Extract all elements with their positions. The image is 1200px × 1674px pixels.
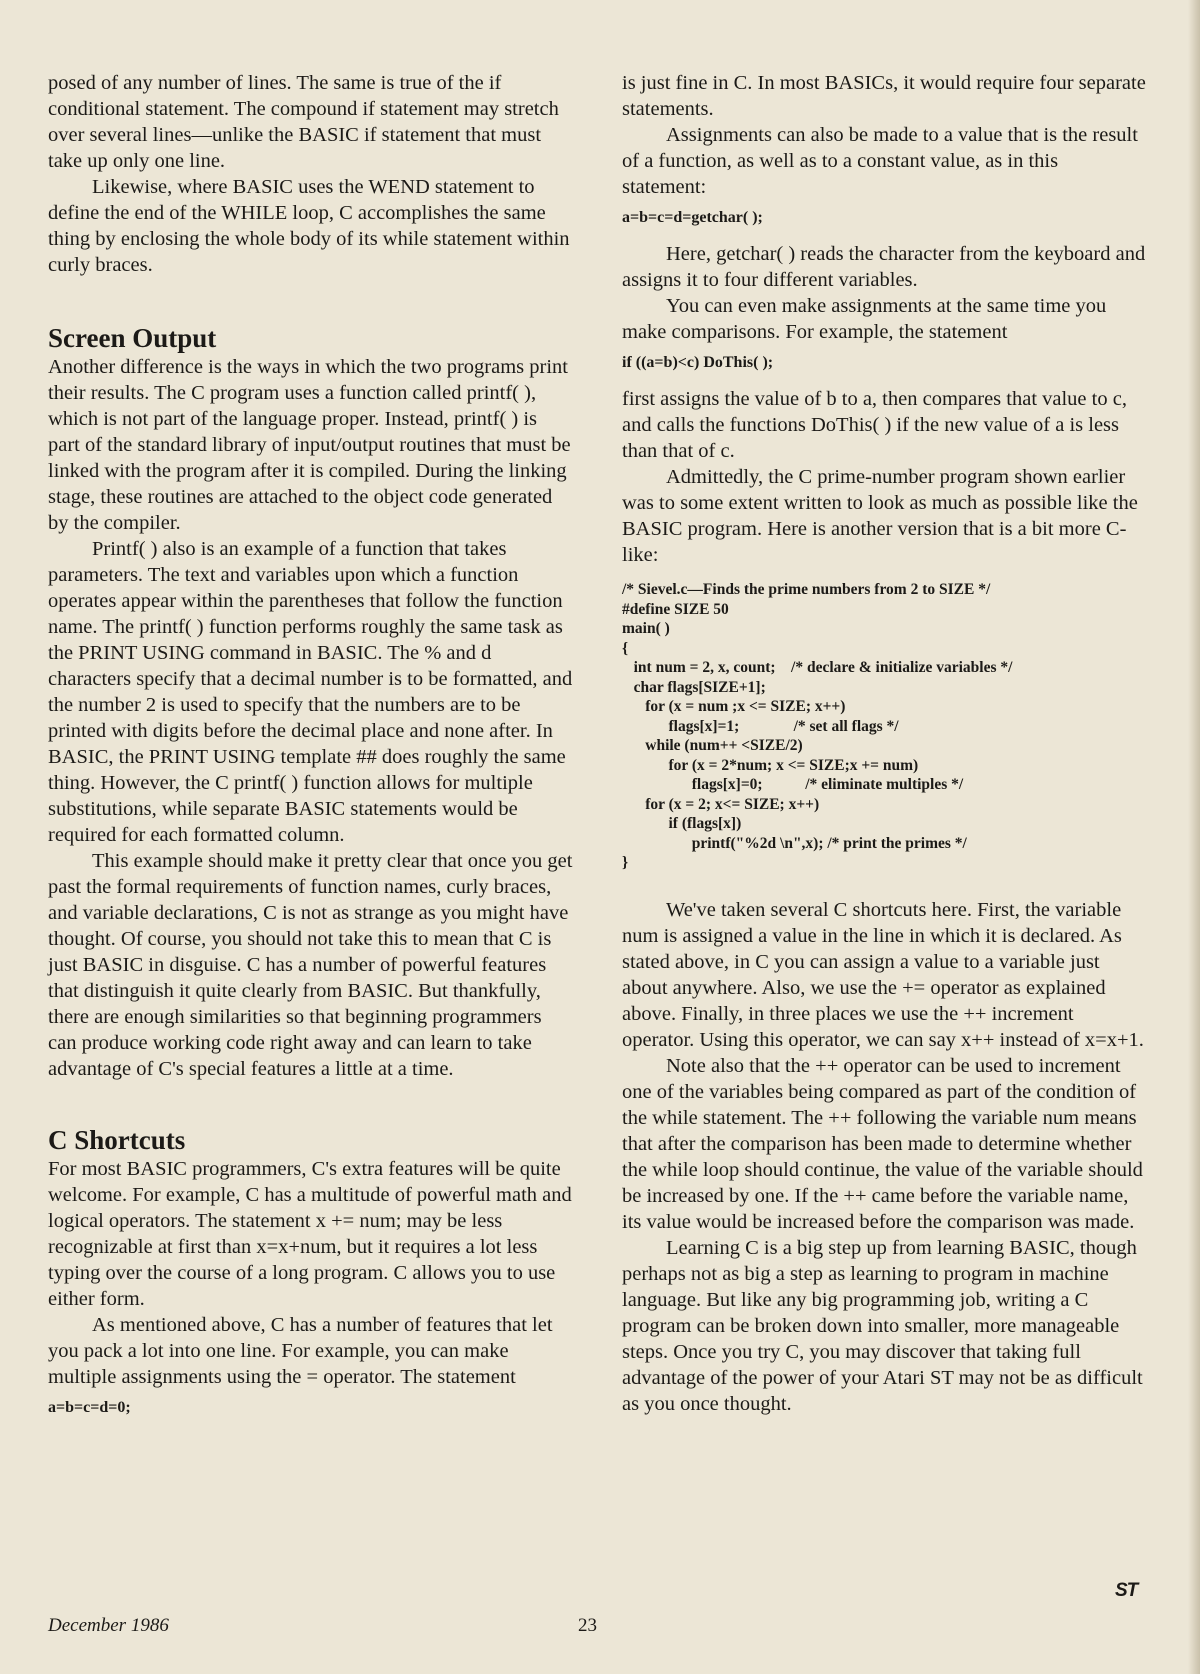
paragraph: is just fine in C. In most BASICs, it would require four separate statements. <box>622 72 1146 120</box>
code-snippet: a=b=c=d=0; <box>48 1399 131 1416</box>
paragraph: Assignments can also be made to a value that is the result of a function, as well as to a constant value, as in this statement: <box>622 124 1138 198</box>
paragraph: Learning C is a big step up from learning BASIC, though perhaps not as big a step as learning to program in machine language. But like any big programming job, writing a C program can be broken down into smaller, more manageable steps. Once you try C, you may discover that taking full advantage of the power of your Atari ST may not be as difficult as you once thought. <box>622 1236 1143 1415</box>
paragraph: Another difference is the ways in which the two programs print their results. The C program uses a function called printf( ), which is not part of the language proper. Instead, printf( ) is part of the standard library of input/output routines that must be linked with the program after it is compiled. During the linking stage, these routines are attached to the object code generated by the compiler. <box>48 356 571 534</box>
code-listing-sieve: /* Sievel.c—Finds the prime numbers from 2 to SIZE */ #define SIZE 50 main( ) { int num = 2, x, count; /* declare & initialize variables */ char flags[SIZE+1]; for (x = num ;x <= SIZE; x++) flags[x]=1; /* set all flags */ while (num++ <SIZE/2) for (x = 2*num; x <= SIZE;x += num) flags[x]=0; /* eliminate multiples */ for (x = 2; x<= SIZE; x++) if (flags[x]) printf("%2d \n",x); /* print the primes */ } <box>622 581 1013 871</box>
paragraph: Admittedly, the C prime-number program shown earlier was to some extent written to look as much as possible like the BASIC program. Here is another version that is a bit more C-like: <box>622 466 1138 566</box>
paragraph: Printf( ) also is an example of a function that takes parameters. The text and variables upon which a function operates appear within the parentheses that follow the function name. The printf( ) function performs roughly the same task as the PRINT USING command in BASIC. The % and d characters specify that a decimal number is to be formatted, and the number 2 is used to specify that the numbers are to be printed with digits before the decimal place and none after. In BASIC, the PRINT USING template ## does roughly the same thing. However, the C printf( ) function allows for multiple substitutions, while separate BASIC statements would be required for each formatted column. <box>48 538 573 846</box>
st-end-logo: ST <box>1115 1580 1138 1601</box>
paragraph: Likewise, where BASIC uses the WEND statement to define the end of the WHILE loop, C accomplishes the same thing by enclosing the whole body of its while statement within curly braces. <box>48 176 570 276</box>
section-heading-screen-output: Screen Output <box>48 323 217 353</box>
footer-date: December 1986 <box>48 1615 169 1636</box>
page-number: 23 <box>578 1615 597 1636</box>
code-snippet: if ((a=b)<c) DoThis( ); <box>622 354 774 371</box>
paragraph: first assigns the value of b to a, then compares that value to c, and calls the functions DoThis( ) if the new value of a is less than that of c. <box>622 388 1127 462</box>
paragraph: This example should make it pretty clear that once you get past the formal requirements of function names, curly braces, and variable declarations, C is not as strange as you might have thought. Of course, you should not take this to mean that C is just BASIC in disguise. C has a number of powerful features that distinguish it quite clearly from BASIC. But thankfully, there are enough similarities so that beginning programmers can produce working code right away and can learn to take advantage of C's special features a little at a time. <box>48 850 573 1080</box>
left-column <box>48 70 573 1431</box>
paragraph: You can even make assignments at the same time you make comparisons. For example, the statement <box>622 295 1107 343</box>
section-heading-c-shortcuts: C Shortcuts <box>48 1125 186 1155</box>
code-snippet: a=b=c=d=getchar( ); <box>622 209 763 226</box>
paragraph: For most BASIC programmers, C's extra features will be quite welcome. For example, C has a multitude of powerful math and logical operators. The statement x += num; may be less recognizable at first than x=x+num, but it requires a lot less typing over the course of a long program. C allows you to use either form. <box>48 1158 572 1310</box>
paragraph: posed of any number of lines. The same is true of the if conditional statement. The compound if statement may stretch over several lines—unlike the BASIC if statement that must take up only one line. <box>48 72 559 172</box>
paragraph: Note also that the ++ operator can be used to increment one of the variables being compared as part of the condition of the while statement. The ++ following the variable num means that after the comparison has been made to determine whether the while loop should continue, the value of the variable should be increased by one. If the ++ came before the variable name, its value would be increased before the comparison was made. <box>622 1054 1143 1233</box>
right-column <box>622 70 1147 1417</box>
paragraph: As mentioned above, C has a number of features that let you pack a lot into one line. For example, you can make multiple assignments using the = operator. The statement <box>48 1314 553 1388</box>
paragraph: We've taken several C shortcuts here. First, the variable num is assigned a value in the line in which it is declared. As stated above, in C you can assign a value to a variable just about anywhere. Also, we use the += operator as explained above. Finally, in three places we use the ++ increment operator. Using this operator, we can say x++ instead of x=x+1. <box>622 898 1144 1051</box>
page-edge-shadow <box>1188 0 1200 1674</box>
paragraph: Here, getchar( ) reads the character from the keyboard and assigns it to four different variables. <box>622 243 1146 291</box>
